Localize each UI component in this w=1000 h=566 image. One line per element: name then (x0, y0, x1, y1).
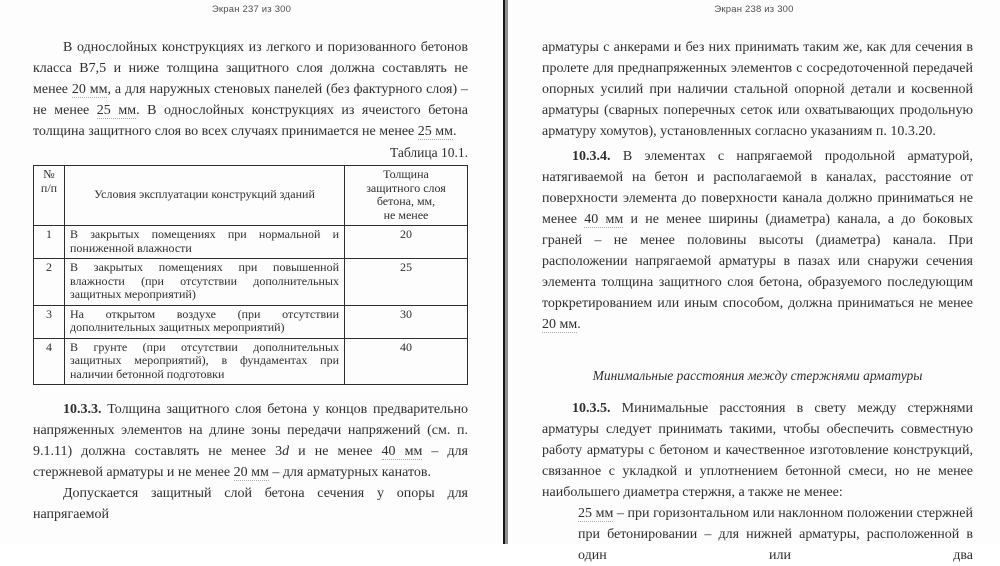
text-run: В однослойных конструкциях из легкого и поризованного бетонов класса В7,5 и ниже толщина защитного слоя должна составлять не менее (33, 40, 468, 97)
header-cell-num (34, 166, 65, 226)
section-number: 10.3.5. (572, 401, 611, 416)
cell-value: 20 (345, 226, 468, 259)
cell-condition: В грунте (при отсутствии дополнительных защитных мероприятий), в фундаментах при наличии бетонной подготовки (65, 338, 345, 385)
underlined-value: 20 мм (542, 317, 578, 332)
header-line: защитного слоя (366, 180, 446, 195)
text-run: . В однослойных конструкциях из ячеистого бетона толщина защитного слоя во всех случаях принимается не менее (33, 103, 468, 139)
table-10-1 (33, 165, 468, 385)
subsection-heading: Минимальные расстояния между стержнями арматуры (592, 368, 923, 383)
cell-num: 1 (34, 226, 65, 259)
underlined-value: 25 мм (417, 124, 453, 139)
page-right-content (542, 37, 973, 566)
page-left (0, 0, 503, 544)
paragraph-single-layer-structures (33, 37, 468, 142)
cell-value: 40 (345, 338, 468, 385)
cell-value: 30 (345, 305, 468, 338)
table-caption: Таблица 10.1. (390, 145, 468, 160)
header-cell-thickness (345, 166, 468, 226)
table-row (34, 226, 468, 259)
underlined-value: 20 мм (71, 82, 108, 97)
text-run: , а для наружных стеновых панелей (без фактурного слоя) – не менее (33, 82, 469, 118)
text-run: – для арматурных канатов. (268, 465, 432, 480)
text-run: . (452, 124, 457, 139)
text-run: и не менее ширины (диаметра) канала, а до боковых граней – не менее половины высоты (диаметра) канала. При расположении напрягаемой арматуры в пазах или снаружи сечения элемента толщина защитного слоя бетона, образуемого последующим торкретированием или иным способом, должна приниматься не менее (542, 212, 974, 311)
cell-value: 25 (345, 259, 468, 306)
text-run: Минимальные расстояния в свету между стержнями арматуры следует принимать такими, чтобы обеспечить совместную работу арматуры с бетоном и качественное изготовление конструкций, связанное с укладкой и уплотнением бетонной смеси, но не менее наибольшего диаметра стержня, а также не менее: (542, 401, 973, 500)
text-run: В элементах с напрягаемой продольной арматурой, натягиваемой на бетон и располагаемой в каналах, расстояние от поверхности элемента до поверхности канала должно приниматься не менее (542, 149, 973, 227)
text-run: – для стержневой арматуры и не менее (33, 444, 468, 480)
section-number: 10.3.3. (63, 402, 102, 417)
paragraph-10-3-5 (542, 398, 973, 503)
cell-condition: На открытом воздухе (при отсутствии дополнительных защитных мероприятий) (65, 305, 345, 338)
underlined-value: 40 мм (381, 444, 423, 459)
header-cell-conditions: Условия эксплуатации конструкций зданий (65, 166, 345, 226)
text-run: и не менее (289, 444, 382, 459)
italic-variable: d (282, 444, 290, 459)
paragraph-continuation: арматуры с анкерами и без них принимать таким же, как для сечения в пролете для преднапряженных элементов с сосредоточенной передачей опорных усилий при наличии стальной опорной детали и косвенной арматуры (сварных поперечных сеток или охватывающих продольную арматуру хомутов), установленных согласно указаниям п. 10.3.20. (542, 40, 973, 139)
table-row (34, 259, 468, 306)
cell-num: 2 (34, 259, 65, 306)
text-run: . (577, 317, 581, 332)
table-row (34, 305, 468, 338)
section-number: 10.3.4. (572, 149, 611, 164)
header-line: № (43, 167, 55, 181)
header-line: п/п (40, 180, 58, 195)
page-header-left: Экран 237 из 300 (211, 4, 292, 15)
paragraph-dopuskaetsya: Допускается защитный слой бетона сечения у опоры для напрягаемой (33, 486, 468, 522)
paragraph-10-3-3 (33, 399, 468, 483)
underlined-value: 25 мм (96, 103, 137, 118)
page-header-right: Экран 238 из 300 (714, 4, 794, 15)
header-line: Толщина (383, 167, 429, 181)
cell-condition: В закрытых помещениях при нормальной и пониженной влажности (65, 226, 345, 259)
list-item-25mm (578, 503, 973, 566)
text-run: Толщина защитного слоя бетона у концов предварительно напряженных элементов на длине зоны передачи напряжений (см. п. 9.1.11) должна составлять не менее 3 (33, 402, 468, 459)
cell-num: 4 (34, 338, 65, 385)
page-left-content (33, 37, 468, 525)
table-row (34, 338, 468, 385)
page-right (508, 0, 1000, 563)
cell-condition: В закрытых помещениях при повышенной влажности (при отсутствии дополнительных защитных мероприятий) (65, 259, 345, 306)
paragraph-10-3-4 (542, 146, 973, 335)
header-line: не менее (383, 207, 429, 222)
underlined-value: 20 мм (233, 465, 269, 480)
underlined-value: 40 мм (584, 212, 624, 227)
table-header-row (34, 166, 468, 226)
cell-num: 3 (34, 305, 65, 338)
text-run: – при горизонтальном или наклонном положении стержней при бетонировании – для нижней арматуры, расположенной в один или два (578, 506, 974, 563)
underlined-value: 25 мм (578, 506, 614, 521)
header-line: бетона, мм, (376, 194, 436, 208)
